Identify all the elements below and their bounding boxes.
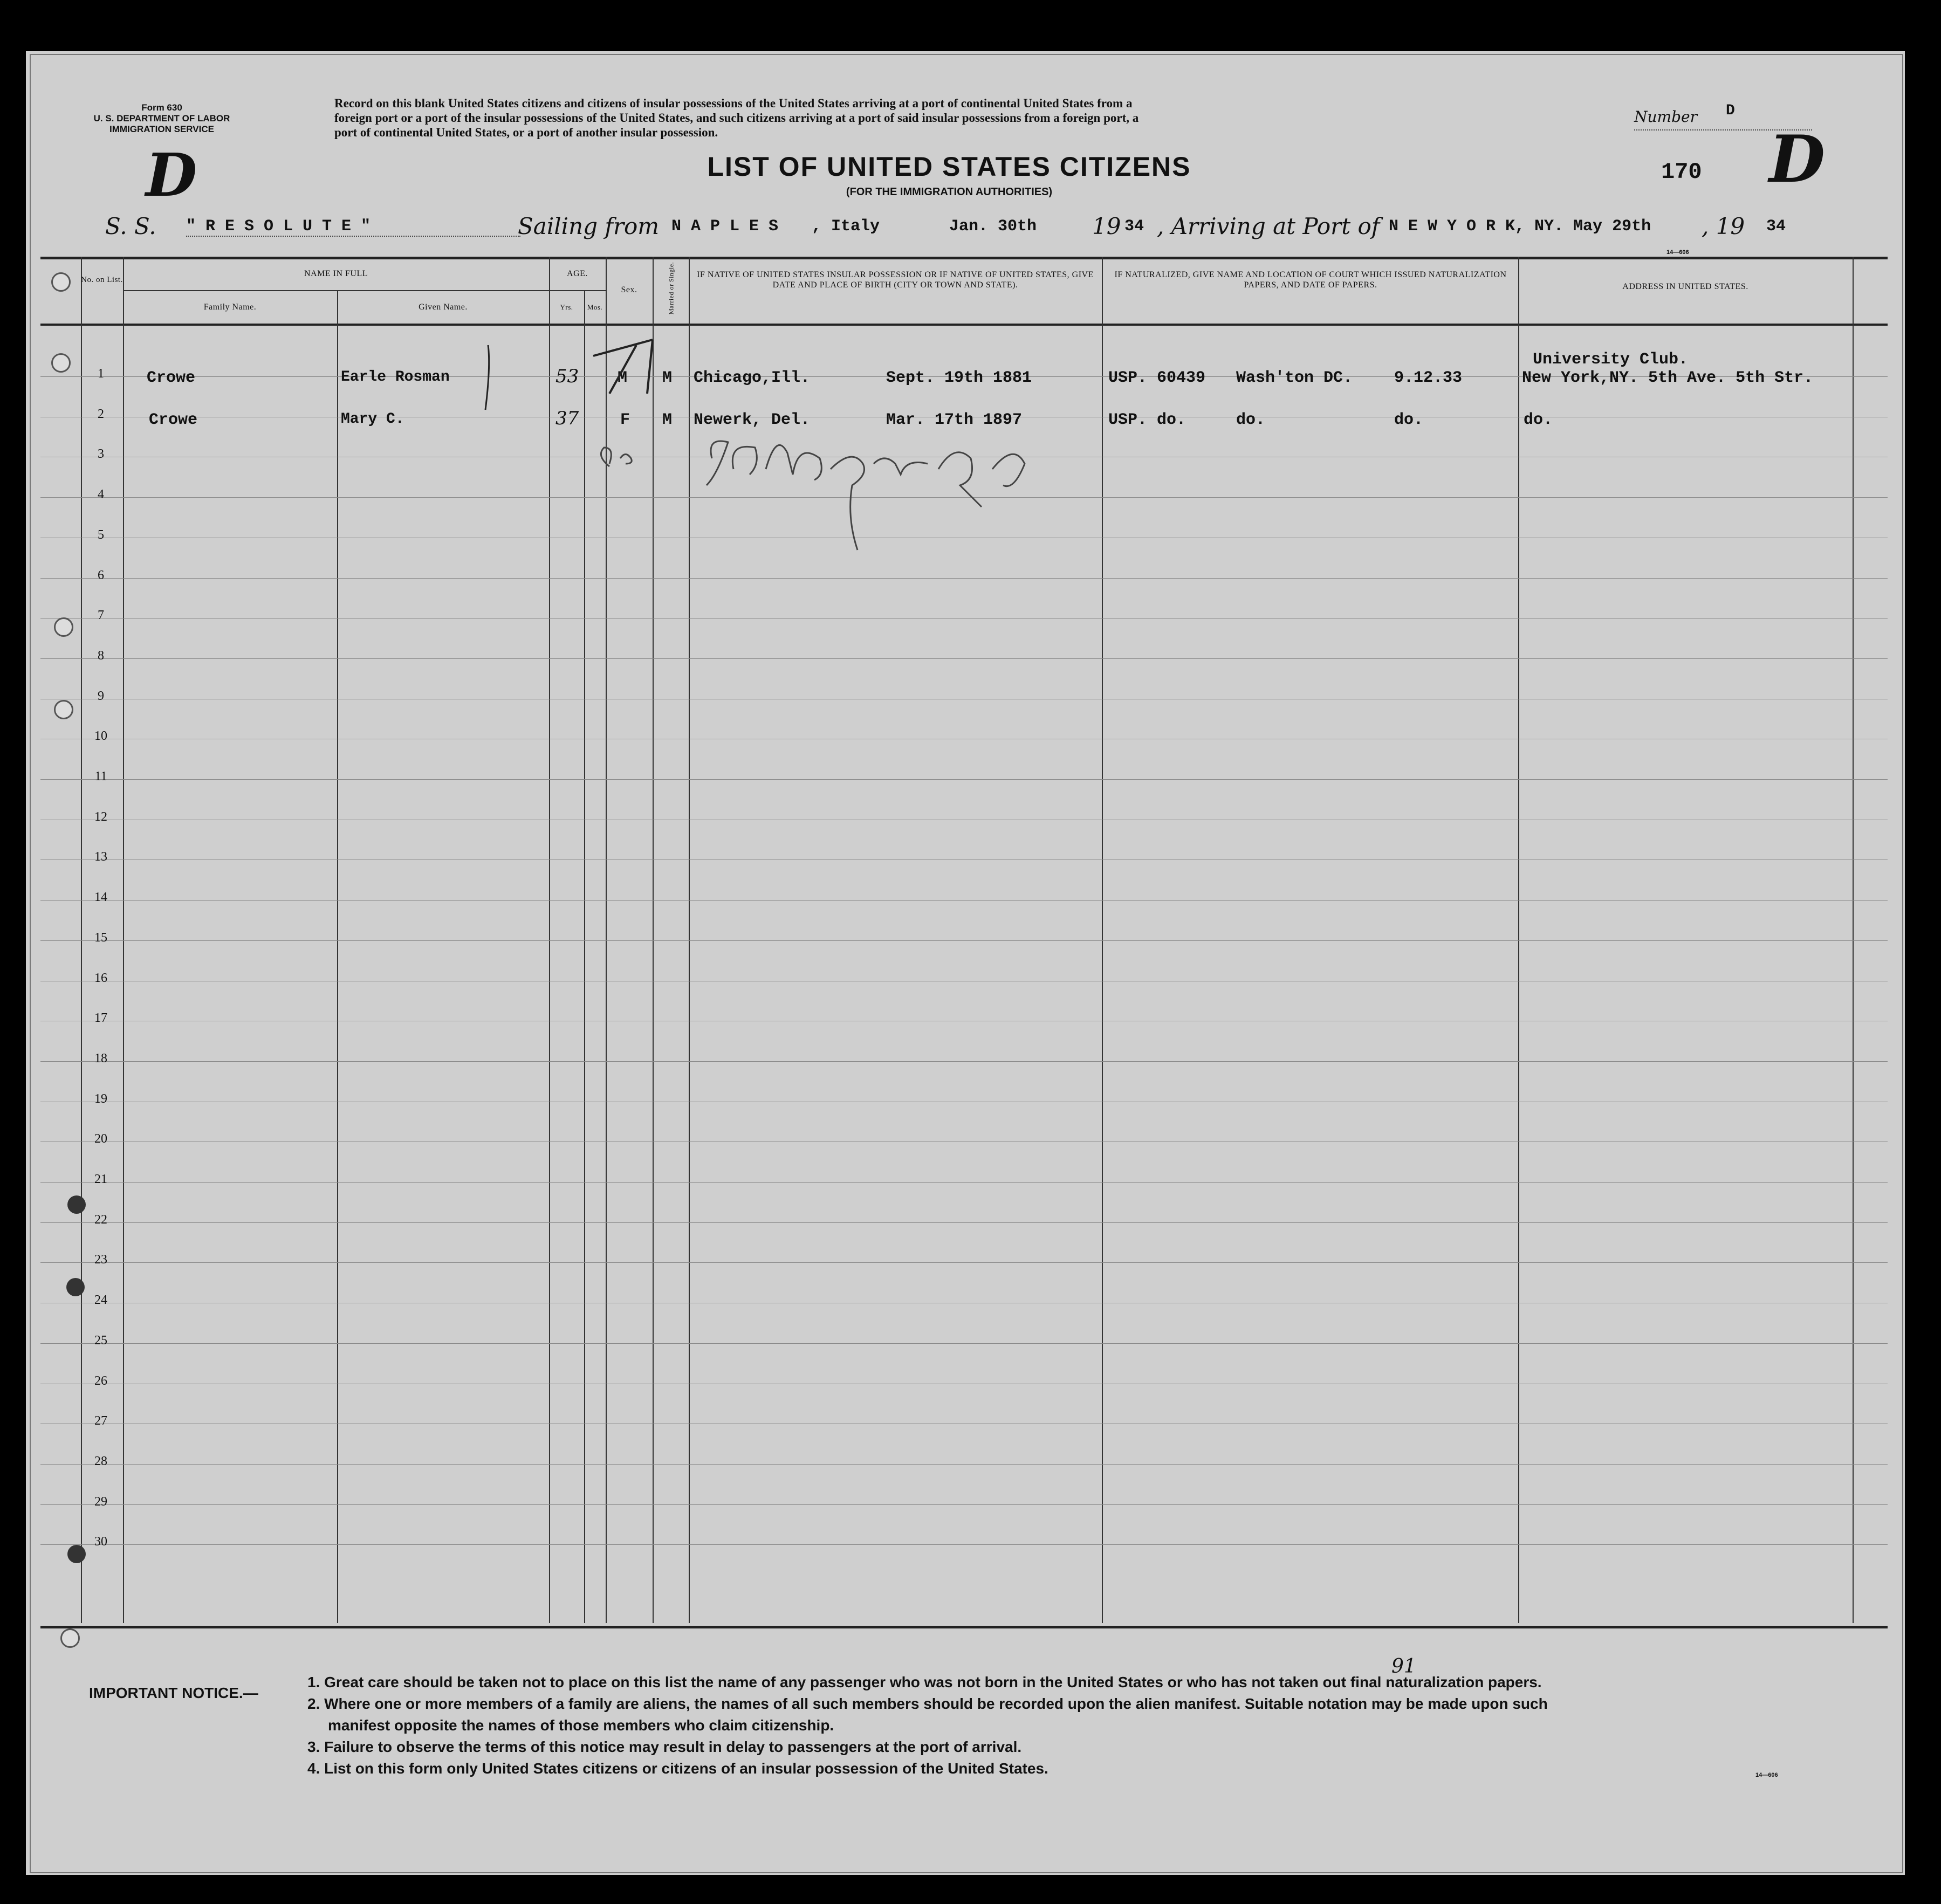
- notice-item-4: 4. List on this form only United States citizens or citizens of an insular possession of the United States.: [307, 1760, 1048, 1777]
- naturalization-cert-cell: USP. 60439: [1108, 369, 1206, 387]
- row-number: 22: [94, 1213, 107, 1227]
- header-given-name: Given Name.: [419, 303, 468, 312]
- header-sex: Sex.: [621, 285, 637, 294]
- row-number: 9: [98, 689, 104, 703]
- row-number: 29: [94, 1495, 107, 1509]
- form-number: Form 630: [141, 102, 182, 113]
- row-number: 30: [94, 1535, 107, 1549]
- header-naturalization: IF NATURALIZED, GIVE NAME AND LOCATION OF COURT WHICH ISSUED NATURALIZATION PAPERS, AND DATE OF PAPERS.: [1114, 270, 1507, 290]
- row-line: [40, 779, 1888, 780]
- binding-hole: [60, 1628, 80, 1648]
- row-number: 4: [98, 487, 104, 501]
- row-line: [40, 1262, 1888, 1263]
- binding-hole: [54, 700, 73, 719]
- family-name-cell: Crowe: [149, 411, 198, 429]
- row-number: 2: [98, 407, 104, 421]
- address-line-1: University Club.: [1533, 350, 1689, 369]
- row-number: 14: [94, 890, 107, 904]
- birthdate-cell: Sept. 19th 1881: [886, 369, 1032, 387]
- binding-hole: [51, 353, 71, 373]
- row-number: 23: [94, 1253, 107, 1267]
- row-number: 25: [94, 1334, 107, 1348]
- row-number: 21: [94, 1172, 107, 1186]
- age-years-cell: 53: [555, 366, 579, 387]
- handwritten-annotations: [475, 334, 1095, 561]
- header-mos: Mos.: [587, 303, 603, 311]
- header-yrs: Yrs.: [560, 303, 573, 311]
- birthdate-cell: Mar. 17th 1897: [886, 411, 1023, 429]
- family-name-cell: Crowe: [147, 369, 196, 387]
- header-no-on-list: No. on List.: [81, 276, 123, 284]
- row-line: [40, 1464, 1888, 1465]
- row-number: 10: [94, 729, 107, 743]
- page-number: 91: [1391, 1655, 1416, 1678]
- row-number: 5: [98, 528, 104, 542]
- row-line: [40, 1061, 1888, 1062]
- row-number: 6: [98, 568, 104, 582]
- row-number: 19: [94, 1092, 107, 1106]
- notice-item-3: 3. Failure to observe the terms of this notice may result in delay to passengers at the port of arrival.: [307, 1738, 1022, 1755]
- name-divider: [123, 290, 549, 291]
- status-cell: M: [662, 369, 673, 387]
- row-line: [40, 940, 1888, 941]
- naturalization-date-cell: do.: [1394, 411, 1424, 429]
- binding-hole: [67, 1195, 86, 1214]
- binding-hole: [51, 272, 71, 292]
- ss-label: S. S.: [105, 213, 156, 239]
- printer-mark-top: 14—606: [1666, 249, 1689, 256]
- row-line: [40, 1182, 1888, 1183]
- page-subtitle: (FOR THE IMMIGRATION AUTHORITIES): [846, 186, 1053, 198]
- from-date: Jan. 30th: [949, 217, 1037, 236]
- bracket-mark: [485, 345, 489, 410]
- hand-mark-left: D: [146, 140, 197, 210]
- form-id: [70, 102, 253, 135]
- page-title: LIST OF UNITED STATES CITIZENS: [707, 152, 1191, 182]
- number-label: Number: [1634, 108, 1697, 126]
- row-number: 27: [94, 1414, 107, 1428]
- voyage-line: [105, 213, 1799, 245]
- header-family-name: Family Name.: [203, 303, 257, 312]
- important-notice: [307, 1672, 1861, 1779]
- number-value: D: [1726, 102, 1735, 119]
- naturalization-court-cell: do.: [1236, 411, 1266, 429]
- department-name: U. S. DEPARTMENT OF LABOR: [93, 113, 230, 123]
- instructions: [334, 96, 1564, 140]
- sailing-label: Sailing from: [518, 213, 660, 239]
- row-line: [40, 658, 1888, 659]
- row-line: [40, 1504, 1888, 1505]
- check-mark: [593, 340, 653, 394]
- col-line: [81, 257, 82, 1623]
- header-married-single: Married or Single.: [667, 262, 675, 315]
- header-divider: [40, 324, 1888, 326]
- printer-mark-bottom: 14—606: [1755, 1772, 1778, 1778]
- row-number: 24: [94, 1293, 107, 1307]
- from-country: , Italy: [812, 217, 880, 236]
- row-line: [40, 1222, 1888, 1223]
- row-number: 8: [98, 649, 104, 663]
- signature-initial: [601, 448, 632, 466]
- birthplace-cell: Newerk, Del.: [694, 411, 811, 429]
- row-number: 16: [94, 971, 107, 985]
- col-line: [1102, 257, 1103, 1623]
- notice-item-2-cont: manifest opposite the names of those members who claim citizenship.: [328, 1717, 834, 1734]
- notice-item-2: 2. Where one or more members of a family are aliens, the names of all such members should be recorded upon the alien manifest. Suitable notation may be made upon such: [307, 1695, 1548, 1712]
- arrival-year-prefix: , 19: [1702, 213, 1745, 239]
- row-number: 18: [94, 1051, 107, 1066]
- list-number: 170: [1661, 159, 1702, 185]
- header-address: ADDRESS IN UNITED STATES.: [1622, 282, 1748, 291]
- address-line-2: New York,NY. 5th Ave. 5th Str.: [1522, 369, 1814, 387]
- arrival-year-suffix: 34: [1766, 217, 1786, 236]
- signature-scrawl: [707, 441, 1025, 550]
- row-number: 20: [94, 1132, 107, 1146]
- row-number: 13: [94, 850, 107, 864]
- sex-cell: M: [618, 369, 628, 387]
- instruction-line-1: Record on this blank United States citizens and citizens of insular possessions of the United States arriving at a port of continental United States from a: [334, 97, 1133, 110]
- instruction-line-3: port of continental United States, or a port of another insular possession.: [334, 126, 718, 139]
- from-port: N A P L E S: [671, 217, 779, 236]
- address-line-1: do.: [1524, 411, 1553, 429]
- row-number: 15: [94, 931, 107, 945]
- row-line: [40, 578, 1888, 579]
- instruction-line-2: foreign port or a port of the insular possessions of the United States, and such citizens arriving at a port of said insular possessions from a foreign port, a: [334, 111, 1139, 125]
- from-year-suffix: 34: [1124, 217, 1144, 236]
- col-line: [123, 257, 124, 1623]
- row-number: 17: [94, 1011, 107, 1025]
- naturalization-court-cell: Wash'ton DC.: [1236, 369, 1353, 387]
- row-number: 28: [94, 1454, 107, 1468]
- row-number: 7: [98, 608, 104, 622]
- hand-mark-right: D: [1769, 121, 1826, 197]
- age-divider: [549, 290, 606, 291]
- given-name-cell: Mary C.: [341, 411, 404, 428]
- birthplace-cell: Chicago,Ill.: [694, 369, 811, 387]
- from-year-prefix: 19: [1092, 213, 1121, 239]
- row-number: 11: [94, 769, 107, 783]
- row-line: [40, 1343, 1888, 1344]
- naturalization-cert-cell: USP. do.: [1108, 411, 1186, 429]
- header-name-in-full: NAME IN FULL: [304, 269, 368, 278]
- given-name-cell: Earle Rosman: [341, 369, 450, 386]
- notice-label: IMPORTANT NOTICE.—: [89, 1685, 258, 1701]
- header-birth-info: IF NATIVE OF UNITED STATES INSULAR POSSESSION OR IF NATIVE OF UNITED STATES, GIVE DATE AND PLACE OF BIRTH (CITY OR TOWN AND STATE).: [697, 270, 1094, 290]
- binding-hole: [66, 1278, 85, 1296]
- row-number: 26: [94, 1374, 107, 1388]
- row-number: 1: [98, 367, 104, 381]
- binding-hole: [67, 1545, 86, 1563]
- row-number: 12: [94, 810, 107, 824]
- row-line: [40, 900, 1888, 901]
- status-cell: M: [662, 411, 673, 429]
- arrival-port: N E W Y O R K, NY. May 29th: [1389, 217, 1651, 236]
- notice-item-1: 1. Great care should be taken not to place on this list the name of any passenger who was not born in the United States or who has not taken out final naturalization papers.: [307, 1674, 1542, 1690]
- age-years-cell: 37: [555, 408, 579, 429]
- service-name: IMMIGRATION SERVICE: [109, 124, 214, 134]
- arriving-label: , Arriving at Port of: [1157, 213, 1380, 239]
- header-age: AGE.: [567, 269, 588, 278]
- row-line: [40, 1544, 1888, 1545]
- ship-name: " R E S O L U T E ": [186, 217, 520, 237]
- col-line: [1853, 257, 1854, 1623]
- naturalization-date-cell: 9.12.33: [1394, 369, 1463, 387]
- row-number: 3: [98, 447, 104, 461]
- binding-hole: [54, 617, 73, 637]
- col-line: [1518, 257, 1519, 1623]
- sex-cell: F: [620, 411, 630, 429]
